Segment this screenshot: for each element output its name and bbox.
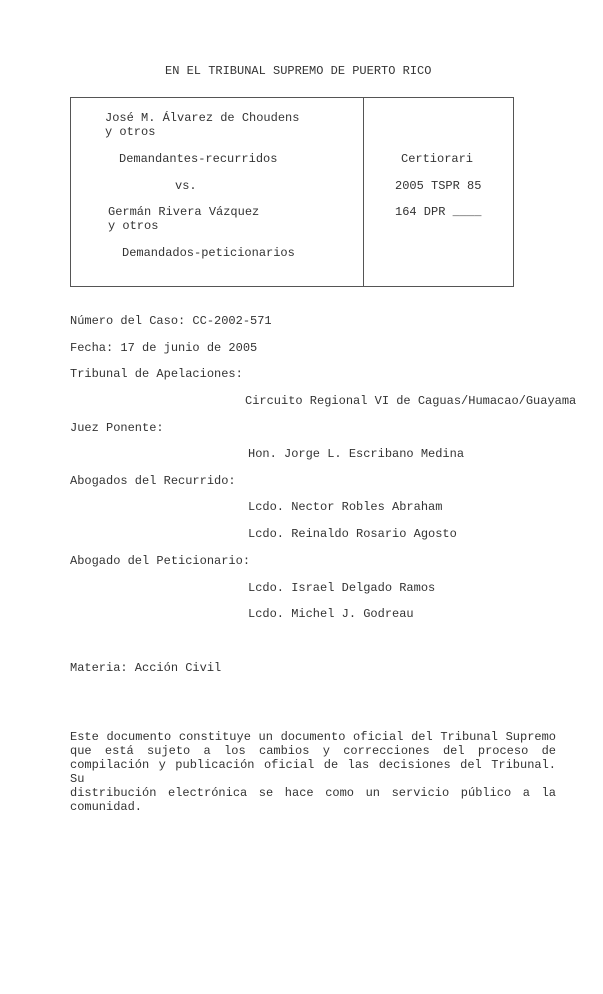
official-notice [70, 730, 556, 814]
defendant-others: y otros [108, 219, 159, 233]
citation-tspr: 2005 TSPR 85 [395, 179, 482, 193]
decision-date: Fecha: 17 de junio de 2005 [70, 341, 258, 355]
defendant-role: Demandados-peticionarios [122, 246, 295, 260]
respondent-lawyers-label: Abogados del Recurrido: [70, 474, 236, 488]
plaintiff-others: y otros [105, 125, 156, 139]
plaintiff-name: José M. Álvarez de Choudens [105, 111, 300, 125]
respondent-lawyer: Lcdo. Reinaldo Rosario Agosto [248, 527, 457, 541]
court-label: Tribunal de Apelaciones: [70, 367, 243, 381]
court-title: EN EL TRIBUNAL SUPREMO DE PUERTO RICO [165, 64, 432, 78]
defendant-name: Germán Rivera Vázquez [108, 205, 260, 219]
notice-line: que está sujeto a los cambios y correcciones del proceso de [70, 744, 556, 758]
respondent-lawyer: Lcdo. Nector Robles Abraham [248, 500, 443, 514]
case-type: Certiorari [401, 152, 474, 166]
citation-dpr: 164 DPR ____ [395, 205, 482, 219]
notice-line: Este documento constituye un documento oficial del Tribunal Supremo [70, 730, 556, 744]
petitioner-lawyers-label: Abogado del Peticionario: [70, 554, 251, 568]
versus: vs. [175, 179, 197, 193]
court-value: Circuito Regional VI de Caguas/Humacao/Guayama [245, 394, 577, 408]
subject: Materia: Acción Civil [70, 661, 222, 675]
notice-line: distribución electrónica se hace como un servicio público a la [70, 786, 556, 800]
plaintiff-role: Demandantes-recurridos [119, 152, 278, 166]
judge-label: Juez Ponente: [70, 421, 164, 435]
petitioner-lawyer: Lcdo. Michel J. Godreau [248, 607, 414, 621]
caption-divider [363, 98, 364, 286]
notice-line: compilación y publicación oficial de las decisiones del Tribunal. Su [70, 758, 556, 786]
case-number: Número del Caso: CC-2002-571 [70, 314, 272, 328]
petitioner-lawyer: Lcdo. Israel Delgado Ramos [248, 581, 436, 595]
judge-value: Hon. Jorge L. Escribano Medina [248, 447, 465, 461]
notice-line: comunidad. [70, 800, 143, 814]
